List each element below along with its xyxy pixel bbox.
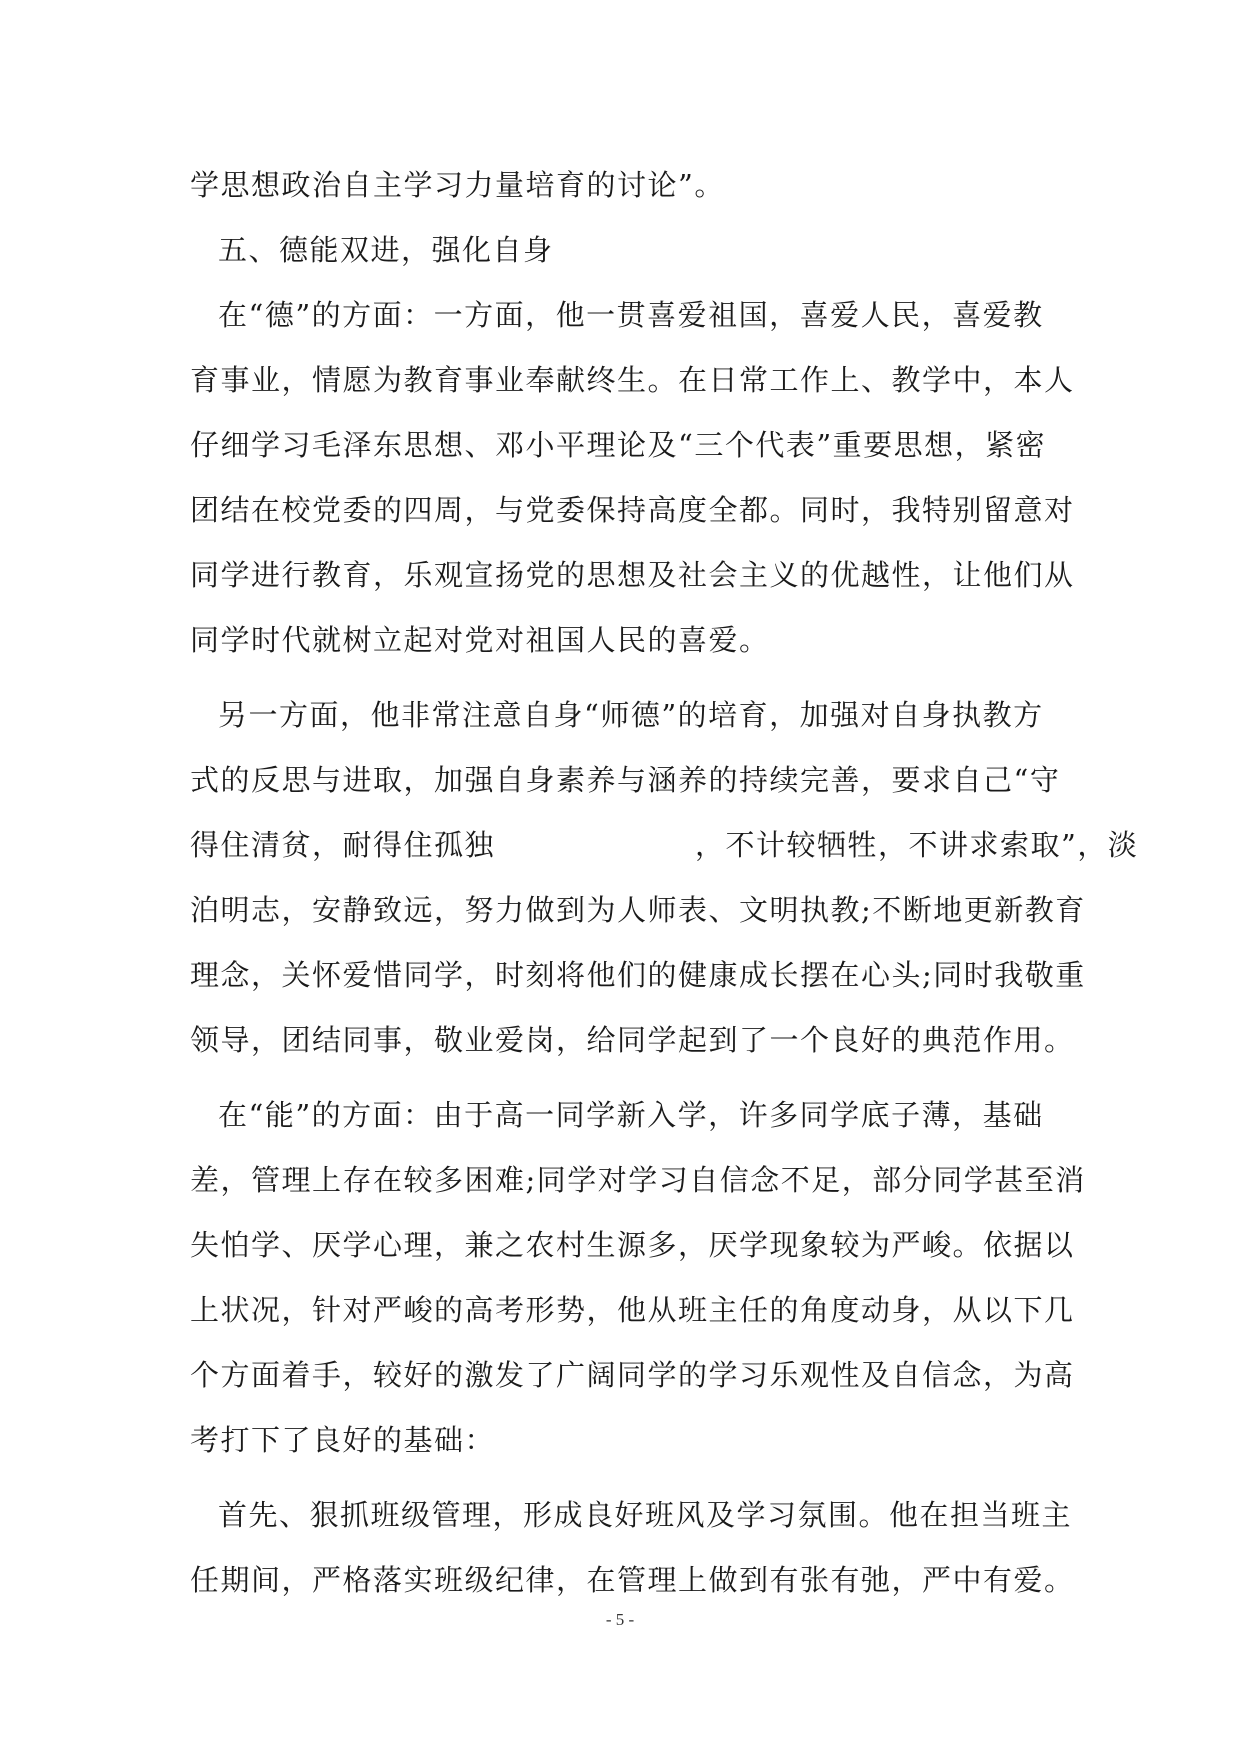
text-line — [190, 813, 1139, 878]
text-line: 另一方面，他非常注意自身“师德”的培育，加强对自身执教方 — [218, 698, 1044, 732]
text-line: 考打下了良好的基础： — [190, 1423, 496, 1457]
text-line: 理念，关怀爱惜同学，时刻将他们的健康成长摆在心头;同时我敬重 — [190, 958, 1086, 992]
text-line: 同学时代就树立起对党对祖国人民的喜爱。 — [190, 623, 770, 657]
text-line: 失怕学、厌学心理，兼之农村生源多，厌学现象较为严峻。依据以 — [190, 1228, 1075, 1262]
text-line: 团结在校党委的四周，与党委保持高度全都。同时，我特别留意对 — [190, 493, 1075, 527]
text-line: 式的反思与进取，加强自身素养与涵养的持续完善，要求自己“守 — [190, 763, 1061, 797]
text-segment: 得住清贫，耐得住孤独 — [190, 828, 496, 862]
text-line: 上状况，针对严峻的高考形势，他从班主任的角度动身，从以下几 — [190, 1293, 1075, 1327]
text-line: 在“德”的方面：一方面，他一贯喜爱祖国，喜爱人民，喜爱教 — [218, 298, 1044, 332]
text-line: 任期间，严格落实班级纪律，在管理上做到有张有弛，严中有爱。 — [190, 1563, 1075, 1597]
text-line: 个方面着手，较好的激发了广阔同学的学习乐观性及自信念，为高 — [190, 1358, 1075, 1392]
document-body — [190, 153, 1139, 1613]
text-line: 差，管理上存在较多困难;同学对学习自信念不足，部分同学甚至消 — [190, 1163, 1086, 1197]
text-line: 育事业，情愿为教育事业奉献终生。在日常工作上、教学中，本人 — [190, 363, 1075, 397]
text-line: 泊明志，安静致远，努力做到为人师表、文明执教;不断地更新教育 — [190, 893, 1086, 927]
section-heading: 五、德能双进，强化自身 — [218, 233, 554, 267]
text-segment: ，不计较牺牲，不讲求索取”，淡 — [695, 828, 1139, 862]
page-number: - 5 - — [605, 1610, 635, 1629]
text-line: 仔细学习毛泽东思想、邓小平理论及“三个代表”重要思想，紧密 — [190, 428, 1047, 462]
text-line: 同学进行教育，乐观宣扬党的思想及社会主义的优越性，让他们从 — [190, 558, 1075, 592]
text-line: 在“能”的方面：由于高一同学新入学，许多同学底子薄，基础 — [218, 1098, 1044, 1132]
text-line: 学思想政治自主学习力量培育的讨论”。 — [190, 168, 725, 202]
text-line: 领导，团结同事，敬业爱岗，给同学起到了一个良好的典范作用。 — [190, 1023, 1075, 1057]
text-line: 首先、狠抓班级管理，形成良好班风及学习氛围。他在担当班主 — [218, 1498, 1073, 1532]
